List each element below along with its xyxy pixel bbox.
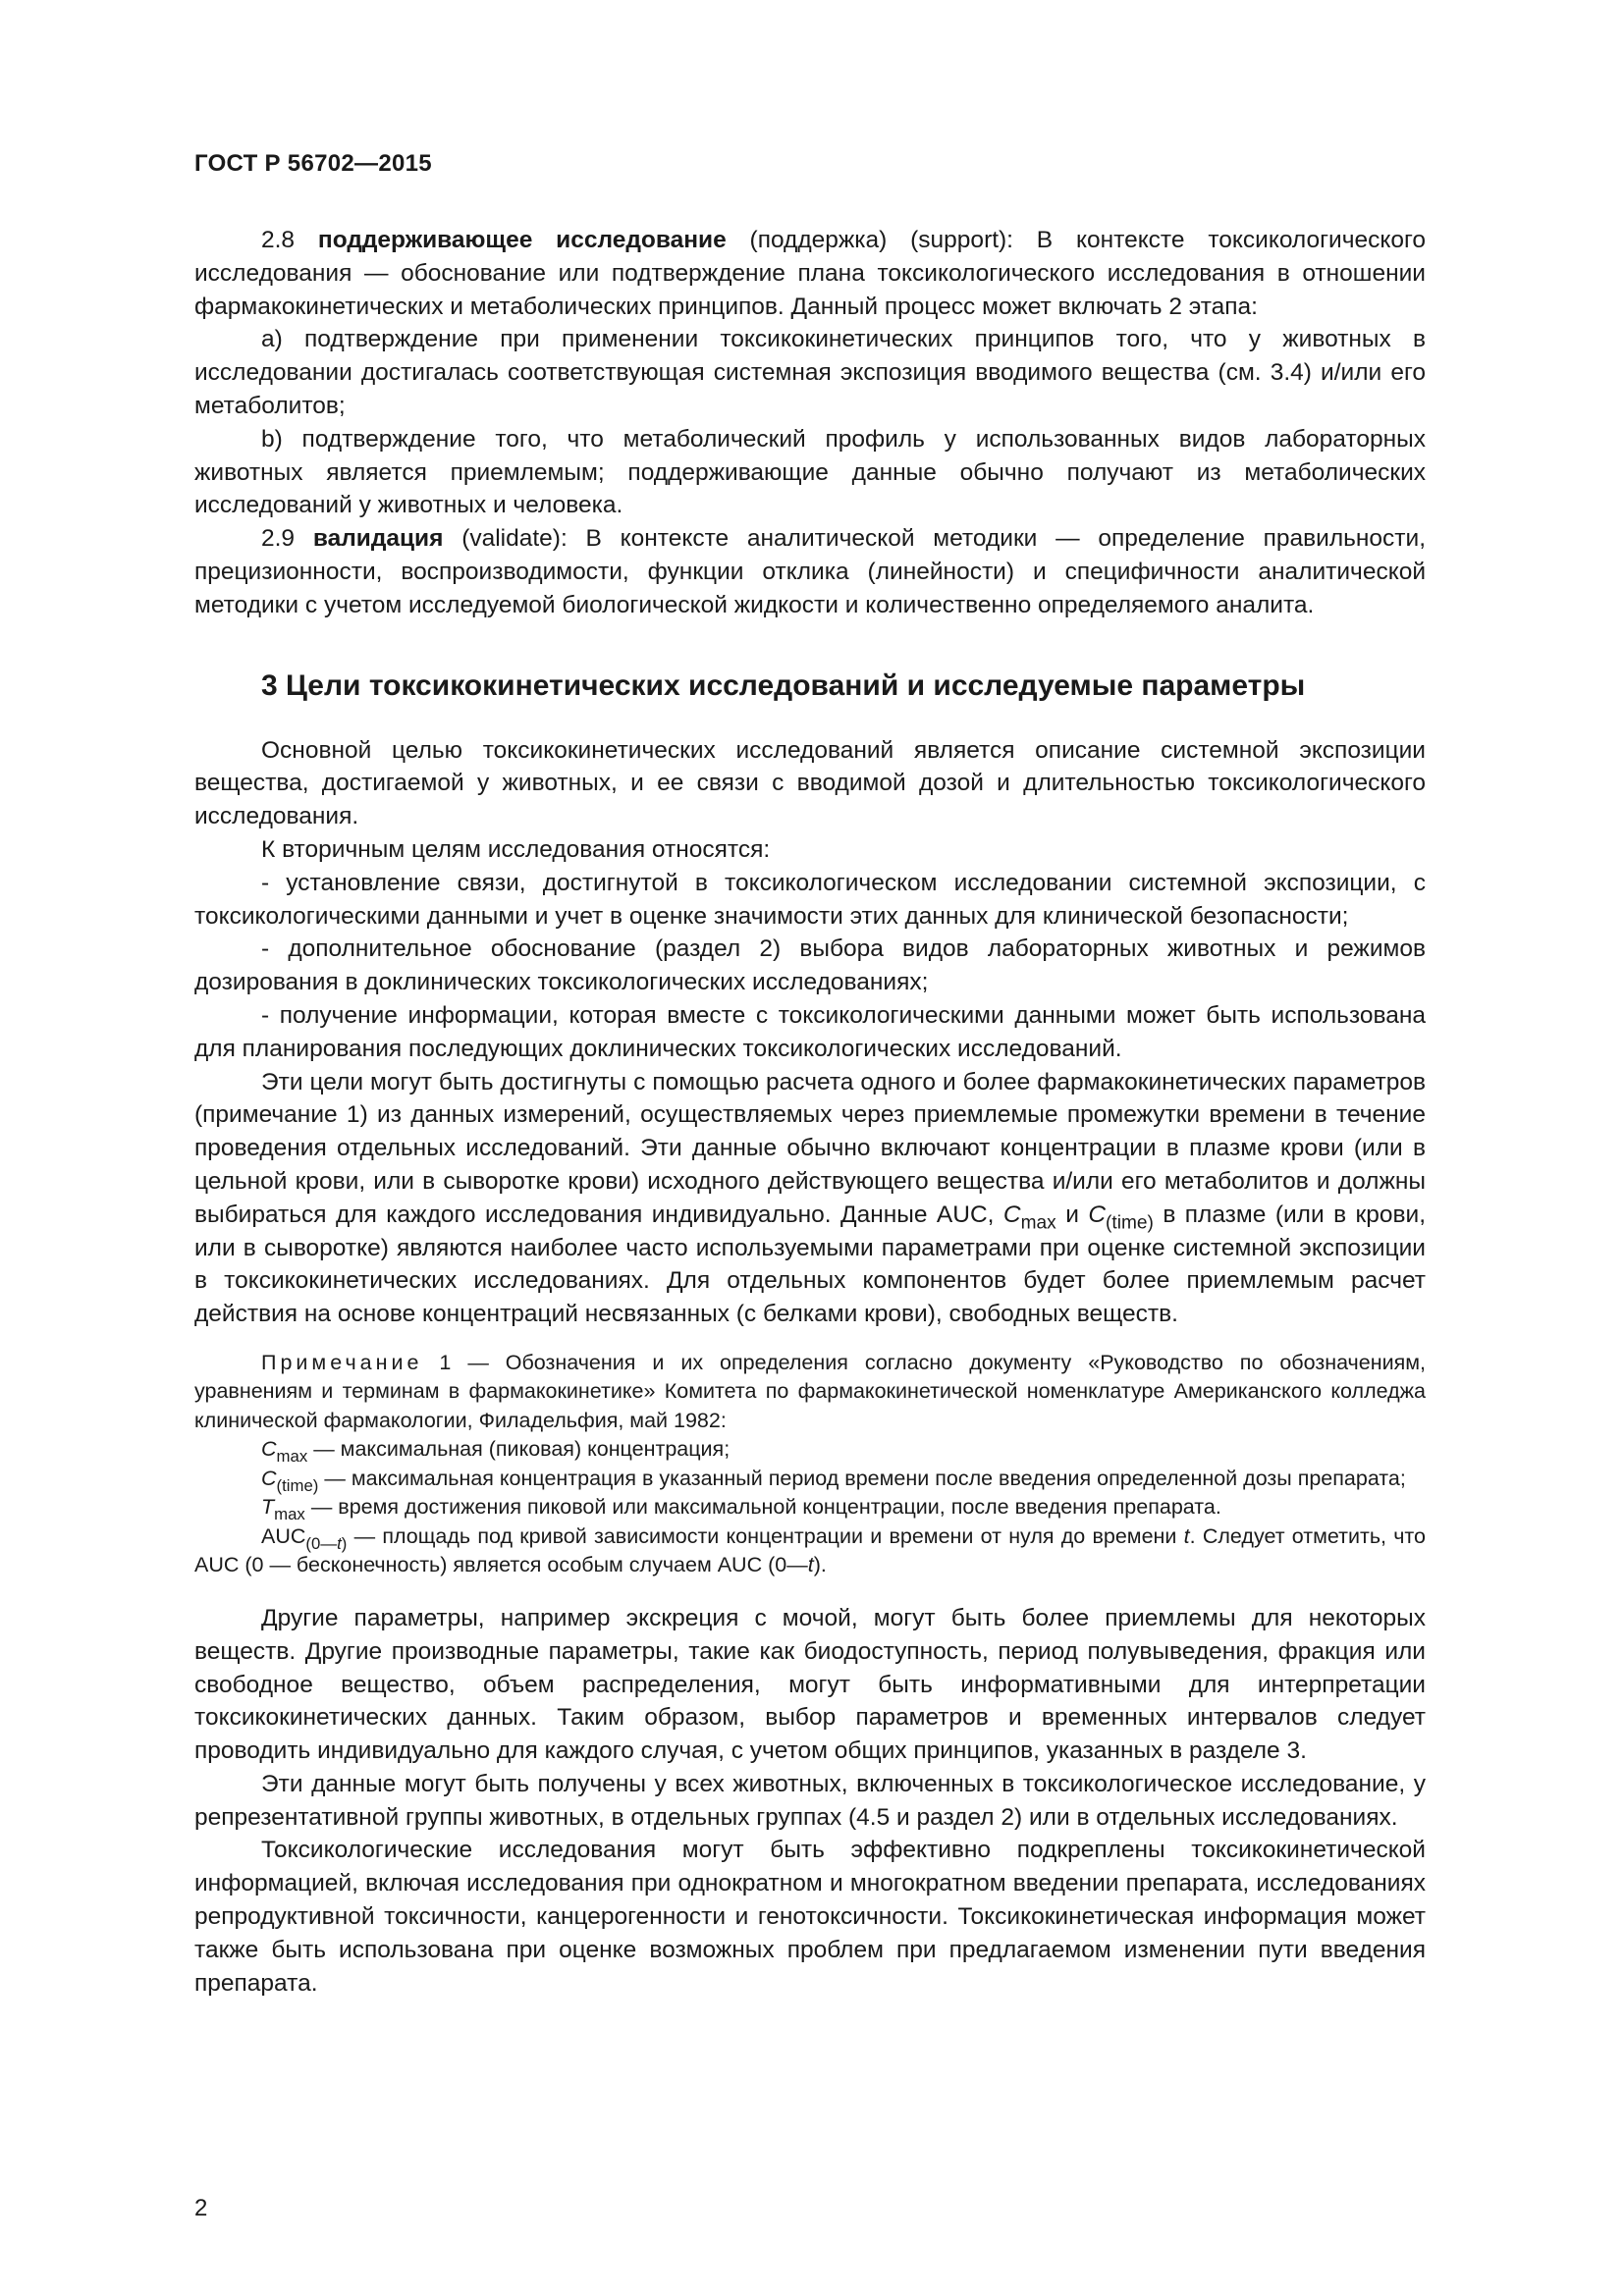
paragraph-parameters: [194, 1066, 1426, 1331]
list-item: - дополнительное обоснование (раздел 2) выбора видов лабораторных животных и режимов дозирования в доклинических токсикологических исследованиях;: [194, 935, 1426, 996]
symbol-t: t: [337, 1533, 342, 1553]
symbol-c: C: [1002, 1201, 1021, 1228]
definition-number: 2.9: [261, 525, 296, 553]
subscript: max: [276, 1447, 308, 1467]
subscript: [305, 1534, 347, 1553]
page-number: 2: [194, 2195, 208, 2221]
paragraph: К вторичным целям исследования относятся:: [261, 835, 771, 863]
paragraph-text: Эти цели могут быть достигнуты с помощью расчета одного и более фармакокинетических параметров (примечание 1) из данных измерений, осуществляемых через приемлемые промежутки времени в течение проведения отдельных исследований. Эти данные обычно включают концентрации в плазме крови (или в цельной крови, или в сыворотке крови) исходного действующего вещества и/или его метаболитов и должны выбираться для каждого исследования индивидуально. Данные AUC,: [194, 1068, 1426, 1228]
definition-number: 2.8: [261, 227, 296, 253]
definition-term: валидация: [312, 525, 444, 553]
paragraph: Другие параметры, например экскреция с мочой, могут быть более приемлемы для некоторых веществ. Другие производные параметры, такие как биодоступность, период полувыведения, фракция или свободное вещество, объем распределения, могут быть информативными для интерпретации токсикокинетических данных. Таким образом, выбор параметров и временных интервалов следует проводить индивидуально для каждого случая, с учетом общих принципов, указанных в разделе 3.: [194, 1604, 1426, 1765]
subscript: (time): [1106, 1212, 1154, 1234]
symbol-auc: AUC: [261, 1523, 306, 1548]
symbol-c: C: [1088, 1201, 1107, 1228]
page-content: [194, 224, 1426, 2000]
symbol-t: t: [807, 1553, 814, 1577]
note-definition: . Следует отметить, что AUC (0 — бесконечность) является особым случаем AUC (0—: [194, 1523, 1426, 1577]
definition-text: (поддержка) (support): В контексте токсикологического исследования — обоснование или подтверждение плана токсикологического исследования в отношении фармакокинетических и метаболических принципов. Данный процесс может включать 2 этапа:: [194, 227, 1427, 320]
paragraph-text: и: [1065, 1201, 1079, 1228]
note-definition: — максимальная концентрация в указанный период времени после введения определенной дозы препарата;: [324, 1466, 1406, 1490]
note-1: [194, 1349, 1426, 1580]
note-line-ctime: [194, 1465, 1426, 1494]
definition-2-8-item-a: а) подтверждение при применении токсикокинетических принципов того, что у животных в исследовании достигалась соответствующая системная экспозиция вводимого вещества (см. 3.4) и/или его метаболитов;: [194, 326, 1426, 419]
note-definition: — время достижения пиковой или максимальной концентрации, после введения препарата.: [310, 1495, 1221, 1520]
subscript-part: ): [341, 1533, 348, 1553]
note-label: Примечание: [261, 1350, 423, 1374]
list-item: - установление связи, достигнутой в токсикологическом исследовании системной экспозиции, с токсикологическими данными и учет в оценке значимости этих данных для клинической безопасности;: [194, 869, 1426, 930]
subscript-part: (0—: [305, 1533, 338, 1553]
paragraph-text: в плазме (или в крови, или в сыворотке) являются наиболее часто используемыми параметрами при оценке системной экспозиции в токсикокинетических исследованиях. Для отдельных компонентов будет более приемлемым расчет действия на основе концентраций несвязанных (с белками крови), свободных веществ.: [194, 1201, 1427, 1328]
document-code: ГОСТ Р 56702—2015: [194, 150, 432, 177]
subscript: max: [1020, 1212, 1056, 1234]
note-line-cmax: [194, 1435, 1426, 1465]
definition-term: поддерживающее исследование: [317, 227, 727, 253]
symbol-c: C: [261, 1466, 277, 1490]
note-definition: — максимальная (пиковая) концентрация;: [313, 1437, 731, 1462]
note-definition: ).: [813, 1553, 827, 1577]
list-item: - получение информации, которая вместе с токсикологическими данными может быть использована для планирования последующих доклинических токсикологических исследований.: [194, 1001, 1426, 1062]
note-line-auc: [194, 1522, 1426, 1580]
definition-text: (validate): В контексте аналитической методики — определение правильности, прецизионности, воспроизводимости, функции отклика (линейности) и специфичности аналитической методики с учетом исследуемой биологической жидкости и количественно определяемого аналита.: [194, 525, 1426, 618]
symbol-t: T: [261, 1495, 275, 1520]
note-text: 1 — Обозначения и их определения согласно документу «Руководство по обозначениям, уравнениям и терминам в фармакокинетике» Комитета по фармакокинетической номенклатуре Американского колледжа клинической фармакологии, Филадельфия, май 1982:: [194, 1350, 1426, 1432]
note-intro: [194, 1349, 1426, 1436]
paragraph: Токсикологические исследования могут быть эффективно подкреплены токсикокинетической информацией, включая исследования при однократном и многократном введении препарата, исследованиях репродуктивной токсичности, канцерогенности и генотоксичности. Токсикокинетическая информация может также быть использована при оценке возможных проблем при предлагаемом изменении пути введения препарата.: [194, 1837, 1426, 1997]
symbol-t: t: [1183, 1523, 1190, 1548]
symbol-c: C: [261, 1437, 277, 1462]
note-definition: — площадь под кривой зависимости концентрации и времени от нуля до времени: [353, 1523, 1177, 1548]
definition-2-8: [194, 224, 1426, 323]
subscript: (time): [276, 1475, 319, 1495]
note-line-tmax: [194, 1493, 1426, 1522]
paragraph: Основной целью токсикокинетических исследований является описание системной экспозиции вещества, достигаемой у животных, и ее связи с вводимой дозой и длительностью токсикологического исследования.: [194, 736, 1426, 830]
definition-2-9: [194, 522, 1426, 621]
definition-2-8-item-b: b) подтверждение того, что метаболический профиль у использованных видов лабораторных животных является приемлемым; поддерживающие данные обычно получают из метаболических исследований у животных и человека.: [194, 425, 1426, 519]
paragraph: Эти данные могут быть получены у всех животных, включенных в токсикологическое исследование, у репрезентативной группы животных, в отдельных группах (4.5 и раздел 2) или в отдельных исследованиях.: [194, 1770, 1426, 1831]
subscript: max: [274, 1505, 305, 1524]
section-3-heading: 3 Цели токсикокинетических исследований и исследуемые параметры: [261, 668, 1306, 702]
